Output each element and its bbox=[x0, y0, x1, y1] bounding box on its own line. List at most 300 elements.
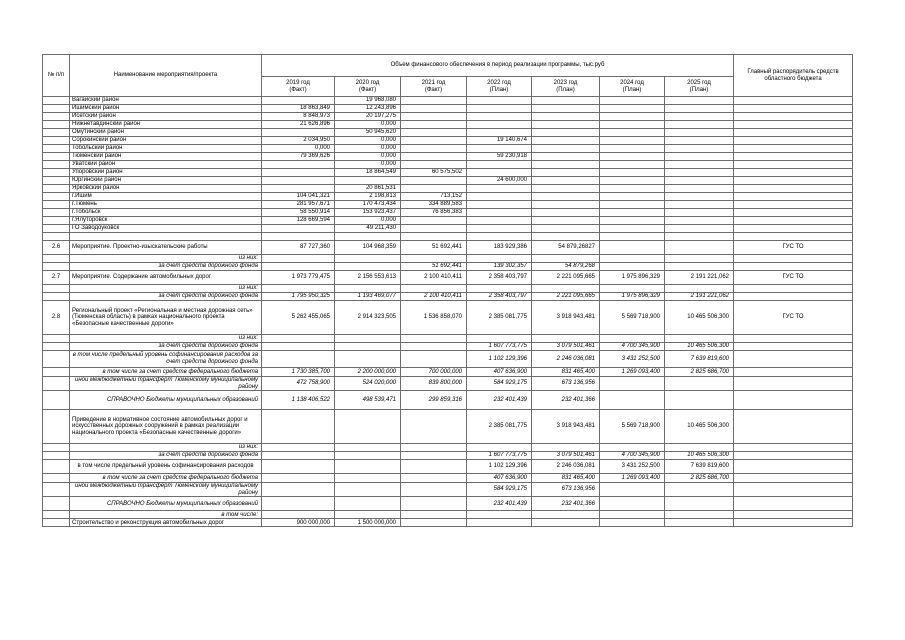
row-name: Вагайский район bbox=[70, 97, 262, 105]
value-cell bbox=[467, 233, 532, 241]
header-year-label: 2021 год bbox=[421, 79, 446, 86]
row-name: Тюменский район bbox=[70, 153, 262, 161]
value-cell: 4 700 345,900 bbox=[600, 452, 665, 460]
row-name: Уватский район bbox=[70, 161, 262, 169]
row-admin bbox=[734, 161, 853, 169]
value-cell: 0,000 bbox=[262, 145, 335, 153]
value-cell bbox=[665, 391, 734, 410]
value-cell: 183 929,386 bbox=[467, 241, 532, 255]
row-name: из них: bbox=[70, 444, 262, 452]
value-cell: 584 929,175 bbox=[467, 377, 532, 391]
value-cell bbox=[467, 285, 532, 293]
value-cell bbox=[262, 444, 335, 452]
value-cell bbox=[401, 137, 467, 145]
row-number bbox=[43, 335, 70, 343]
value-cell bbox=[262, 343, 335, 351]
value-cell bbox=[532, 97, 600, 105]
value-cell bbox=[467, 185, 532, 193]
header-year-1 bbox=[335, 77, 401, 97]
row-name: в том числе: bbox=[70, 511, 262, 519]
value-cell: 673 136,956 bbox=[532, 483, 600, 497]
value-cell bbox=[467, 519, 532, 527]
value-cell bbox=[401, 343, 467, 351]
value-cell bbox=[600, 511, 665, 519]
value-cell: 51 692,441 bbox=[401, 263, 467, 271]
value-cell: 2 825 686,700 bbox=[665, 474, 734, 483]
value-cell: 2 358 403,797 bbox=[467, 271, 532, 285]
table-row bbox=[43, 474, 853, 483]
value-cell: 2 246 036,081 bbox=[532, 460, 600, 474]
value-cell: 0,000 bbox=[335, 217, 401, 225]
value-cell bbox=[401, 474, 467, 483]
table-row bbox=[43, 271, 853, 285]
row-name: Исетский район bbox=[70, 113, 262, 121]
value-cell: 139 302,357 bbox=[467, 263, 532, 271]
value-cell bbox=[262, 161, 335, 169]
value-cell bbox=[532, 137, 600, 145]
value-cell bbox=[665, 285, 734, 293]
value-cell bbox=[600, 137, 665, 145]
row-admin bbox=[734, 410, 853, 444]
value-cell bbox=[467, 113, 532, 121]
value-cell: 5 569 718,900 bbox=[600, 301, 665, 335]
value-cell bbox=[401, 153, 467, 161]
value-cell: 2 914 323,505 bbox=[335, 301, 401, 335]
value-cell bbox=[665, 217, 734, 225]
value-cell bbox=[665, 233, 734, 241]
value-cell bbox=[467, 444, 532, 452]
value-cell: 1 973 779,475 bbox=[262, 271, 335, 285]
value-cell bbox=[532, 113, 600, 121]
value-cell bbox=[262, 185, 335, 193]
value-cell bbox=[262, 255, 335, 263]
row-admin bbox=[734, 105, 853, 113]
table-row bbox=[43, 368, 853, 377]
value-cell bbox=[532, 444, 600, 452]
value-cell: 104 968,359 bbox=[335, 241, 401, 255]
value-cell bbox=[335, 263, 401, 271]
value-cell bbox=[665, 483, 734, 497]
table-row bbox=[43, 511, 853, 519]
value-cell bbox=[335, 351, 401, 368]
row-name: иной межбюджетный трансферт Тюменскому муниципальному району bbox=[70, 377, 262, 391]
table-row bbox=[43, 137, 853, 145]
row-admin bbox=[734, 201, 853, 209]
row-number bbox=[43, 177, 70, 185]
value-cell bbox=[600, 105, 665, 113]
value-cell bbox=[600, 263, 665, 271]
row-number bbox=[43, 483, 70, 497]
row-admin bbox=[734, 233, 853, 241]
value-cell: 59 230,918 bbox=[467, 153, 532, 161]
row-number: 2.8 bbox=[43, 301, 70, 335]
value-cell bbox=[467, 201, 532, 209]
row-name: Региональный проект «Региональная и местная дорожная сеть» (Тюменская область) в рамках национального проекта «Безопасные качественные дороги» bbox=[70, 301, 262, 335]
row-number bbox=[43, 460, 70, 474]
value-cell bbox=[401, 452, 467, 460]
value-cell bbox=[335, 410, 401, 444]
value-cell: 584 929,175 bbox=[467, 483, 532, 497]
value-cell: 281 957,671 bbox=[262, 201, 335, 209]
value-cell: 4 700 345,900 bbox=[600, 343, 665, 351]
table-row bbox=[43, 285, 853, 293]
value-cell: 2 100 410,411 bbox=[401, 271, 467, 285]
row-number bbox=[43, 105, 70, 113]
row-admin bbox=[734, 185, 853, 193]
row-number bbox=[43, 161, 70, 169]
table-row bbox=[43, 351, 853, 368]
table-row bbox=[43, 391, 853, 410]
table-row bbox=[43, 519, 853, 527]
value-cell: 472 758,900 bbox=[262, 377, 335, 391]
value-cell bbox=[401, 113, 467, 121]
row-name: г.Ишим bbox=[70, 193, 262, 201]
table-row bbox=[43, 452, 853, 460]
row-number bbox=[43, 209, 70, 217]
row-admin bbox=[734, 452, 853, 460]
value-cell bbox=[532, 335, 600, 343]
value-cell bbox=[335, 511, 401, 519]
table-row bbox=[43, 105, 853, 113]
value-cell: 2 221 095,665 bbox=[532, 271, 600, 285]
value-cell: 2 246 036,081 bbox=[532, 351, 600, 368]
row-name: СПРАВОЧНО Бюджеты муниципальных образований bbox=[70, 497, 262, 511]
value-cell bbox=[665, 105, 734, 113]
value-cell: 407 636,900 bbox=[467, 474, 532, 483]
header-year-label: 2023 год bbox=[553, 79, 578, 86]
header-year-label: 2024 год bbox=[620, 79, 644, 86]
value-cell: 2 100 410,411 bbox=[401, 293, 467, 301]
value-cell: 3 918 943,481 bbox=[532, 410, 600, 444]
row-name: Юргинский район bbox=[70, 177, 262, 185]
value-cell bbox=[665, 209, 734, 217]
value-cell bbox=[335, 233, 401, 241]
header-col-no: № п/п bbox=[43, 55, 70, 97]
row-number bbox=[43, 285, 70, 293]
value-cell: 8 848,973 bbox=[262, 113, 335, 121]
value-cell: 153 923,437 bbox=[335, 209, 401, 217]
row-admin bbox=[734, 293, 853, 301]
value-cell bbox=[600, 335, 665, 343]
row-number bbox=[43, 193, 70, 201]
row-number bbox=[43, 474, 70, 483]
value-cell bbox=[335, 452, 401, 460]
value-cell bbox=[467, 129, 532, 137]
value-cell bbox=[665, 153, 734, 161]
row-admin bbox=[734, 444, 853, 452]
value-cell bbox=[665, 241, 734, 255]
value-cell bbox=[665, 161, 734, 169]
value-cell bbox=[600, 97, 665, 105]
value-cell bbox=[600, 255, 665, 263]
value-cell bbox=[600, 241, 665, 255]
value-cell bbox=[665, 263, 734, 271]
header-year-kind: (Факт) bbox=[289, 86, 307, 93]
table-row bbox=[43, 233, 853, 241]
row-number bbox=[43, 263, 70, 271]
row-admin bbox=[734, 113, 853, 121]
value-cell bbox=[532, 153, 600, 161]
value-cell: 2 385 081,775 bbox=[467, 301, 532, 335]
row-admin: ГУС ТО bbox=[734, 301, 853, 335]
value-cell bbox=[665, 145, 734, 153]
row-name: СПРАВОЧНО Бюджеты муниципальных образований bbox=[70, 391, 262, 410]
row-name: ГО Заводоуковск bbox=[70, 225, 262, 233]
row-number bbox=[43, 444, 70, 452]
value-cell: 60 575,502 bbox=[401, 169, 467, 177]
value-cell bbox=[467, 169, 532, 177]
value-cell bbox=[262, 351, 335, 368]
value-cell bbox=[532, 285, 600, 293]
value-cell bbox=[262, 335, 335, 343]
table-row bbox=[43, 129, 853, 137]
row-admin bbox=[734, 263, 853, 271]
value-cell: 3 918 943,481 bbox=[532, 301, 600, 335]
value-cell: 50 945,620 bbox=[335, 129, 401, 137]
value-cell bbox=[467, 225, 532, 233]
table-row bbox=[43, 121, 853, 129]
row-admin bbox=[734, 483, 853, 497]
value-cell: 1 607 773,775 bbox=[467, 452, 532, 460]
table-row bbox=[43, 153, 853, 161]
row-admin bbox=[734, 209, 853, 217]
header-year-0 bbox=[262, 77, 335, 97]
value-cell: 673 136,956 bbox=[532, 377, 600, 391]
value-cell bbox=[262, 483, 335, 497]
row-name: Упоровский район bbox=[70, 169, 262, 177]
row-name: из них: bbox=[70, 335, 262, 343]
value-cell bbox=[401, 285, 467, 293]
value-cell bbox=[401, 161, 467, 169]
value-cell bbox=[600, 497, 665, 511]
row-admin bbox=[734, 368, 853, 377]
value-cell bbox=[467, 97, 532, 105]
value-cell bbox=[600, 177, 665, 185]
value-cell bbox=[600, 217, 665, 225]
value-cell: 24 600,000 bbox=[467, 177, 532, 185]
row-number bbox=[43, 121, 70, 129]
value-cell: 2 191 221,062 bbox=[665, 293, 734, 301]
table-row bbox=[43, 145, 853, 153]
table-row bbox=[43, 263, 853, 271]
value-cell bbox=[262, 97, 335, 105]
row-name: г.Тобольск bbox=[70, 209, 262, 217]
row-name: за счет средств дорожного фонда bbox=[70, 263, 262, 271]
table-row bbox=[43, 335, 853, 343]
header-year-2 bbox=[401, 77, 467, 97]
value-cell bbox=[401, 225, 467, 233]
row-number bbox=[43, 255, 70, 263]
value-cell: 1 536 858,070 bbox=[401, 301, 467, 335]
value-cell bbox=[665, 97, 734, 105]
row-number bbox=[43, 153, 70, 161]
header-col-name: Наименование мероприятия/проекта bbox=[70, 55, 262, 97]
value-cell: 1 607 773,775 bbox=[467, 343, 532, 351]
value-cell bbox=[665, 444, 734, 452]
value-cell bbox=[532, 129, 600, 137]
value-cell: 79 369,626 bbox=[262, 153, 335, 161]
value-cell bbox=[401, 410, 467, 444]
value-cell: 2 191 221,062 bbox=[665, 271, 734, 285]
value-cell: 2 156 553,613 bbox=[335, 271, 401, 285]
value-cell bbox=[532, 161, 600, 169]
value-cell bbox=[665, 193, 734, 201]
value-cell: 1 193 469,077 bbox=[335, 293, 401, 301]
value-cell: 104 041,321 bbox=[262, 193, 335, 201]
table-row bbox=[43, 460, 853, 474]
row-name: г.Ялуторовск bbox=[70, 217, 262, 225]
value-cell bbox=[467, 217, 532, 225]
value-cell bbox=[335, 335, 401, 343]
row-number bbox=[43, 368, 70, 377]
row-admin bbox=[734, 225, 853, 233]
table-row bbox=[43, 410, 853, 444]
value-cell: 232 401,366 bbox=[532, 497, 600, 511]
value-cell bbox=[401, 351, 467, 368]
value-cell: 2 198,813 bbox=[335, 193, 401, 201]
row-admin bbox=[734, 460, 853, 474]
value-cell bbox=[467, 193, 532, 201]
value-cell bbox=[532, 121, 600, 129]
row-name: в том числе предельный уровень софинансирования расходов bbox=[70, 460, 262, 474]
table-row bbox=[43, 161, 853, 169]
row-number bbox=[43, 145, 70, 153]
row-admin bbox=[734, 129, 853, 137]
value-cell bbox=[335, 460, 401, 474]
value-cell bbox=[600, 519, 665, 527]
header-year-kind: (Факт) bbox=[424, 86, 443, 93]
value-cell bbox=[335, 497, 401, 511]
value-cell: 18 864,549 bbox=[335, 169, 401, 177]
table-row bbox=[43, 97, 853, 105]
value-cell: 713,152 bbox=[401, 193, 467, 201]
table-row bbox=[43, 497, 853, 511]
value-cell bbox=[532, 209, 600, 217]
table-row bbox=[43, 201, 853, 209]
row-admin: ГУС ТО bbox=[734, 241, 853, 255]
row-admin bbox=[734, 511, 853, 519]
value-cell bbox=[532, 511, 600, 519]
value-cell: 19 968,080 bbox=[335, 97, 401, 105]
header-year-4 bbox=[532, 77, 600, 97]
value-cell bbox=[665, 121, 734, 129]
value-cell bbox=[600, 113, 665, 121]
row-admin bbox=[734, 285, 853, 293]
value-cell: 232 401,439 bbox=[467, 391, 532, 410]
value-cell: 58 550,914 bbox=[262, 209, 335, 217]
header-year-kind: (План) bbox=[622, 86, 642, 93]
header-year-kind: (Факт) bbox=[358, 86, 377, 93]
row-name: Омутинский район bbox=[70, 129, 262, 137]
value-cell: 0,000 bbox=[335, 145, 401, 153]
value-cell: 700 000,000 bbox=[401, 368, 467, 377]
row-number bbox=[43, 137, 70, 145]
value-cell bbox=[401, 177, 467, 185]
row-name: иной межбюджетный трансферт Тюменскому муниципальному району bbox=[70, 483, 262, 497]
value-cell bbox=[600, 169, 665, 177]
value-cell: 1 975 896,329 bbox=[600, 271, 665, 285]
row-number: 2.7 bbox=[43, 271, 70, 285]
value-cell bbox=[600, 129, 665, 137]
value-cell: 900 000,000 bbox=[262, 519, 335, 527]
row-admin bbox=[734, 169, 853, 177]
value-cell bbox=[401, 460, 467, 474]
value-cell bbox=[532, 201, 600, 209]
value-cell: 5 569 718,900 bbox=[600, 410, 665, 444]
value-cell bbox=[665, 377, 734, 391]
value-cell: 1 102 129,396 bbox=[467, 460, 532, 474]
row-admin bbox=[734, 335, 853, 343]
value-cell bbox=[335, 474, 401, 483]
row-name: за счет средств дорожного фонда bbox=[70, 452, 262, 460]
table-row bbox=[43, 241, 853, 255]
value-cell bbox=[401, 105, 467, 113]
header-year-kind: (План) bbox=[556, 86, 575, 93]
header-year-label: 2025 год bbox=[687, 79, 711, 86]
row-number bbox=[43, 97, 70, 105]
table-row bbox=[43, 209, 853, 217]
value-cell: 3 079 501,461 bbox=[532, 452, 600, 460]
value-cell: 1 795 950,325 bbox=[262, 293, 335, 301]
value-cell: 54 879,268 bbox=[532, 263, 600, 271]
value-cell: 1 975 896,329 bbox=[600, 293, 665, 301]
value-cell bbox=[532, 169, 600, 177]
value-cell: 1 730 385,700 bbox=[262, 368, 335, 377]
value-cell: 2 034,950 bbox=[262, 137, 335, 145]
header-year-kind: (План) bbox=[689, 86, 709, 93]
value-cell bbox=[665, 519, 734, 527]
value-cell: 3 079 501,461 bbox=[532, 343, 600, 351]
value-cell bbox=[600, 391, 665, 410]
row-number bbox=[43, 201, 70, 209]
row-admin bbox=[734, 377, 853, 391]
value-cell bbox=[600, 285, 665, 293]
row-number bbox=[43, 343, 70, 351]
table-row bbox=[43, 217, 853, 225]
row-name: Мероприятие. Проектно-изыскательские работы bbox=[70, 241, 262, 255]
value-cell bbox=[401, 335, 467, 343]
value-cell bbox=[401, 145, 467, 153]
table-row bbox=[43, 343, 853, 351]
row-admin bbox=[734, 177, 853, 185]
row-name: в том числе предельный уровень софинансирования расходов за счет средств дорожного фонда bbox=[70, 351, 262, 368]
header-year-label: 2019 год bbox=[286, 79, 310, 86]
value-cell bbox=[665, 497, 734, 511]
value-cell bbox=[665, 177, 734, 185]
value-cell: 10 465 506,300 bbox=[665, 301, 734, 335]
value-cell: 1 102 129,396 bbox=[467, 351, 532, 368]
value-cell bbox=[401, 233, 467, 241]
value-cell: 51 692,441 bbox=[401, 241, 467, 255]
value-cell bbox=[262, 177, 335, 185]
table-row bbox=[43, 169, 853, 177]
row-name: в том числе за счет средств федерального бюджета bbox=[70, 368, 262, 377]
row-number bbox=[43, 377, 70, 391]
row-name bbox=[70, 233, 262, 241]
value-cell bbox=[665, 185, 734, 193]
value-cell bbox=[262, 497, 335, 511]
table-row bbox=[43, 185, 853, 193]
value-cell bbox=[401, 129, 467, 137]
row-number bbox=[43, 225, 70, 233]
value-cell: 76 856,383 bbox=[401, 209, 467, 217]
table-row bbox=[43, 444, 853, 452]
row-number bbox=[43, 169, 70, 177]
value-cell: 2 825 686,700 bbox=[665, 368, 734, 377]
value-cell: 232 401,439 bbox=[467, 497, 532, 511]
value-cell bbox=[600, 233, 665, 241]
value-cell: 1 269 093,400 bbox=[600, 474, 665, 483]
